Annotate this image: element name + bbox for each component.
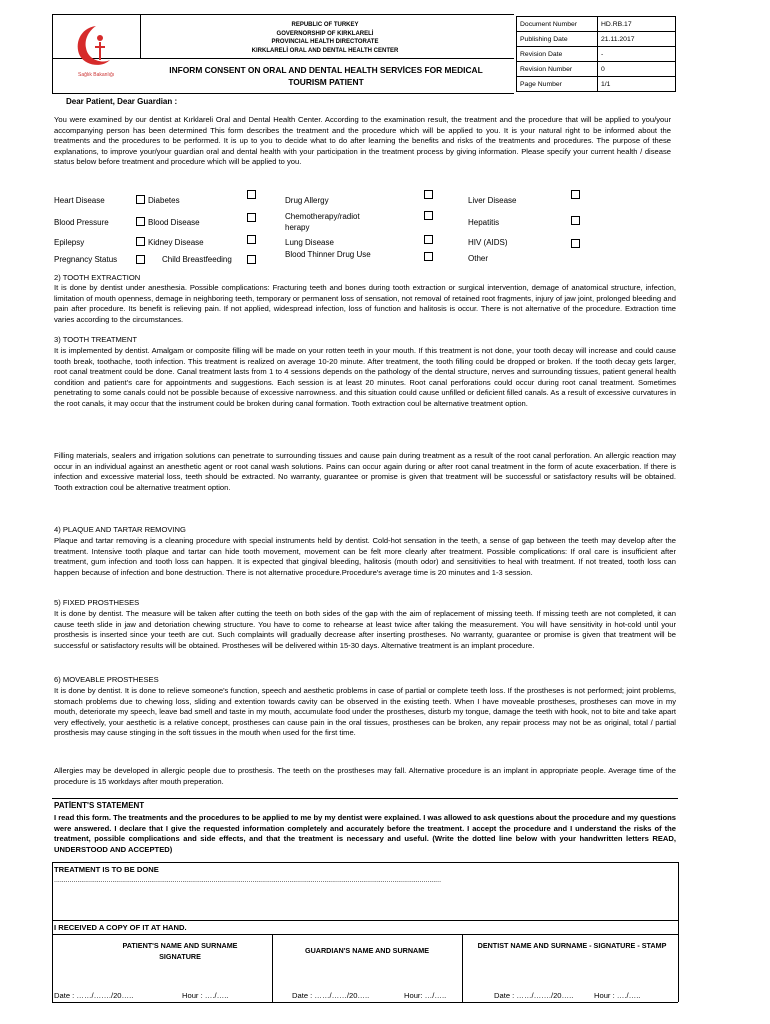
allergy-body: Allergies may be developed in allergic people due to prosthesis. The teeth on the prostheses may fall. Alternative procedure is an implant in appropriate people. Average time of the procedure is 15 workdays after mouth preperation. — [54, 766, 676, 786]
handwritten-dotted-line[interactable]: ....................................................................................................................................................................................................... — [54, 877, 442, 884]
condition-other: Other — [468, 254, 489, 263]
condition-blood-thinner: Blood Thinner Drug Use — [285, 250, 371, 259]
org-line-4: KIRKLARELİ ORAL AND DENTAL HEALTH CENTER — [251, 47, 399, 54]
extraction-body: It is done by dentist under anesthesia. Possible complications: Fracturing teeth and bones during tooth extraction or surgical intervention, demage of anatomical structure, infection, limitation of mouth openness, demage in neighboring teeth, temporary or permanent loss of sensation, not removal of retained root fragments, injury of jaw joint, prolonged bleeding and pain after procedure. Its benefit is relieving pain. If not applied, widespread infection, loss of function and halitosis is occur. There is not alternative of the procedure. Extraction time varies according to the circumstances. — [54, 283, 676, 324]
org-line-3: PROVINCIAL HEALTH DIRECTORATE — [271, 39, 379, 45]
logo-caption: Sağlık Bakanlığı — [78, 72, 115, 78]
meta-value: - — [598, 47, 676, 62]
checkbox-kidney-disease[interactable] — [247, 235, 256, 244]
checkbox-blood-pressure[interactable] — [136, 217, 145, 226]
condition-hiv: HIV (AIDS) — [468, 238, 508, 247]
treatment-label: TREATMENT IS TO BE DONE — [54, 865, 159, 874]
condition-hepatitis: Hepatitis — [468, 218, 500, 227]
guardian-date[interactable]: Date : ……/……/20….. — [292, 991, 370, 1000]
greeting: Dear Patient, Dear Guardian : — [66, 97, 178, 106]
form-title-line-1: INFORM CONSENT ON ORAL AND DENTAL HEALTH SERVİCES FOR MEDICAL — [169, 65, 483, 75]
condition-liver-disease: Liver Disease — [468, 196, 517, 205]
patient-date[interactable]: Date : ……/……./20….. — [54, 991, 134, 1000]
meta-label: Revision Number — [517, 62, 598, 77]
guardian-signature-label: GUARDIAN'S NAME AND SURNAME — [304, 946, 430, 955]
condition-blood-disease: Blood Disease — [148, 218, 200, 227]
intro-paragraph: You were examined by our dentist at Kırklareli Oral and Dental Health Center. According to the examination result, the treatment and the procedure that will be applied to you/your accompanying person has been determined This form describes the treatment and the procedure which will be applied to you. It is your natural right to be informed about the treatments and the procedures to be performed. It is up to you to decide what to do after learning the benefits and risks of the treatments and procedures. The purpose of these explanations, to improve your/your guardian oral and dental health with your participation in the treatment process by giving information. Please specify your current health / disease status below before treatment and procedure which will be applied to you. — [54, 115, 671, 167]
checkbox-hiv[interactable] — [571, 239, 580, 248]
meta-label: Page Number — [517, 77, 598, 92]
meta-label: Publishing Date — [517, 32, 598, 47]
ministry-logo — [66, 20, 126, 76]
document-meta-table — [516, 16, 676, 92]
fixed-body: It is done by dentist. The measure will be taken after cutting the teeth on both sides of the gap with the aim of replacement of missing teeth. If missing teeth are not completed, it can cause teeth slide in jaw and detoriation chewing structure. You have to come to rehearse at least twice after taking the measurement. You will have sensitivity in hot-cold until your prosthesis is inserted since your teeth are cut. Such complaints will gradually decrease after inserting prostheses. No warranty, guarantee or promise is given that treatment will be successful or satisfactory results will be obtained. Prostheses will be delivered within 15-30 days. Alternative treatment is an implant procedure. — [54, 609, 676, 650]
moveable-body: It is done by dentist. It is done to relieve someone's function, speech and aesthetic problems in case of partial or complete teeth loss. If the prostheses is not performed; joint problems, stomach problems due to chewing loss, sliding and extention towards cavity can be observed in the existing teeth. When I have moveable prostheses, prostheses can move in my mouth, deteriorate my speech, leave bad smell and taste in my mouth, accumulate food under the prostheses, disturb my tongue, damage the teeth with hook, not to bite and take apart very effectively, your aesthetic is a relative concept, prostheses can cause pain in the oral tissues, prostheses can be broken, any repair process may not be as original, total / partial prosthesis may cause stinging in the soft tissues in the mouth when used for the first time. — [54, 686, 676, 738]
extraction-title: 2) TOOTH EXTRACTION — [54, 273, 141, 282]
condition-lung-disease: Lung Disease — [285, 238, 334, 247]
plaque-title: 4) PLAQUE AND TARTAR REMOVING — [54, 525, 186, 534]
checkbox-lung-disease[interactable] — [424, 235, 433, 244]
dentist-signature-label: DENTIST NAME AND SURNAME - SIGNATURE - STAMP — [477, 941, 667, 950]
checkbox-hepatitis[interactable] — [571, 216, 580, 225]
condition-drug-allergy: Drug Allergy — [285, 196, 329, 205]
checkbox-diabetes[interactable] — [247, 190, 256, 199]
checkbox-drug-allergy[interactable] — [424, 190, 433, 199]
condition-child-breastfeeding: Child Breastfeeding — [162, 255, 232, 264]
meta-value: 21.11.2017 — [598, 32, 676, 47]
moveable-title: 6) MOVEABLE PROSTHESES — [54, 675, 159, 684]
statement-title: PATİENT'S STATEMENT — [54, 801, 145, 810]
treatment-title: 3) TOOTH TREATMENT — [54, 335, 137, 344]
condition-pregnancy: Pregnancy Status — [54, 255, 118, 264]
checkbox-blood-thinner[interactable] — [424, 252, 433, 261]
copy-received-label: I RECEIVED A COPY OF IT AT HAND. — [54, 923, 187, 932]
condition-chemotherapy: Chemotherapy/radiot herapy — [285, 212, 360, 232]
checkbox-child-breastfeeding[interactable] — [247, 255, 256, 264]
patient-signature-label: PATIENT'S NAME AND SURNAME SIGNATURE — [122, 941, 238, 961]
fixed-title: 5) FIXED PROSTHESES — [54, 598, 140, 607]
checkbox-liver-disease[interactable] — [571, 190, 580, 199]
checkbox-chemotherapy[interactable] — [424, 211, 433, 220]
checkbox-pregnancy[interactable] — [136, 255, 145, 264]
condition-diabetes: Diabetes — [148, 196, 180, 205]
crescent-icon — [66, 20, 126, 76]
checkbox-epilepsy[interactable] — [136, 237, 145, 246]
org-line-2: GOVERNORSHIP OF KIRKLARELİ — [276, 30, 374, 37]
statement-body: I read this form. The treatments and the procedures to be applied to me by my dentist were explained. I was allowed to ask questions about the procedure and my questions were answered. I declare that I give the requested information completely and accurately before the treatment. I accept the procedure and I understand the risks of the treatment, possible complications and side effects, and that the treatment is necessary and useful. (Write the dotted line below with your handwritten letters READ, UNDERSTOOD AND ACCEPTED) — [54, 813, 676, 854]
filling-body: Filling materials, sealers and irrigation solutions can penetrate to surrounding tissues and cause pain during treatment as a result of the root canal perforation. An allergic reaction may occur in an individual against an anesthetic agent or root canal wash solutions. Pains can occur again during or after root canal treatment in the form of acute exacerbation. If there is infection and excessive material loss, teeth should be extracted. No warranty, guarantee or promise is given that treatment will be successful or satisfactory results will be obtained. Tooth extraction coul be alternative treatment option. — [54, 451, 676, 492]
condition-kidney-disease: Kidney Disease — [148, 238, 204, 247]
meta-value: HD.RB.17 — [598, 17, 676, 32]
dentist-hour[interactable]: Hour : …./….. — [594, 991, 641, 1000]
treatment-body: It is implemented by dentist. Amalgam or composite filling will be made on your rotten teeth in your mouth. If this treatment is not done, your tooth decay will increase and could cause tooth break, toothache, tooth infection. This treatment is realized on average 10-20 minute. After treatment, the tooth filling could be dropped or broken. If the tooth decay gets larger, root canal treatment could be done. Canal treatment lasts from 1 to 4 sessions depends on the pathology of the dental structure, nerves and surrounding tissues, patient general health condition and patient's care for appointments and suggestions. Each session is at least 20 minutes. Root canal perforations could occur during root canal treatment. Sometimes penetrating to some canals could not be possible because of excessive narrowness. and this situation could cause unfilled or deficient filled canals. As a result of excessive curvatures in the root canals, it may occur that the instrument could be broken during canal formation. Tooth extraction coul be alternative treatment option. — [54, 346, 676, 408]
org-header — [200, 21, 450, 55]
form-title-line-2: TOURISM PATIENT — [288, 77, 364, 87]
meta-value: 0 — [598, 62, 676, 77]
meta-label: Document Number — [517, 17, 598, 32]
form-title — [142, 64, 510, 88]
checkbox-heart-disease[interactable] — [136, 195, 145, 204]
org-line-1: REPUBLIC OF TURKEY — [291, 22, 359, 28]
meta-label: Revision Date — [517, 47, 598, 62]
checkbox-blood-disease[interactable] — [247, 213, 256, 222]
patient-hour[interactable]: Hour : …./….. — [182, 991, 229, 1000]
dentist-date[interactable]: Date : ……/……./20….. — [494, 991, 574, 1000]
condition-blood-pressure: Blood Pressure — [54, 218, 109, 227]
condition-heart-disease: Heart Disease — [54, 196, 105, 205]
condition-epilepsy: Epilepsy — [54, 238, 85, 247]
plaque-body: Plaque and tartar removing is a cleaning procedure with special instruments held by dentist. Cold-hot sensation in the teeth, a sense of gap between the teeth may develop after the treatment. Intensive tooth plaque and tartar can hide tooth movement, movement can be felt more clearly after treatment. Possible complications: If oral care is insufficient after treatment, gum infection and tooth loss can happen. It is expected that gingival bleeding, halitosis (mouth odor) and sensitivities to heal with treatment. If not treated, tooth loss can happen because of infection and bone destruction. There is not alternative procedure.Procedure's average time is 20 minutes and 1-3 session. — [54, 536, 676, 577]
meta-value: 1/1 — [598, 77, 676, 92]
guardian-hour[interactable]: Hour: …/….. — [404, 991, 447, 1000]
